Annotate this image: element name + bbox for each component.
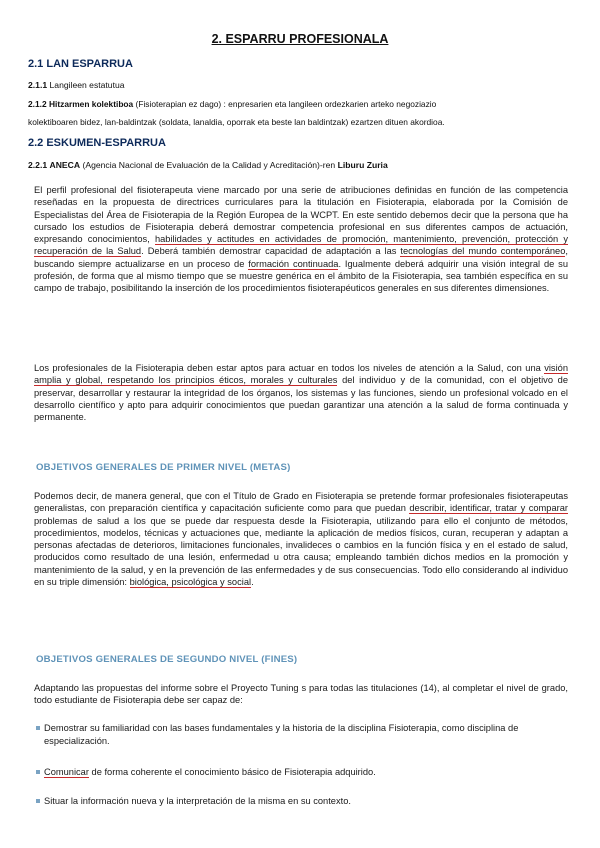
subsection-2-2-1 [28,160,388,170]
subsection-title: Hitzarmen kolektiboa [48,99,134,109]
aneca-full-name: (Agencia Nacional de Evaluación de la Calidad y Acreditación) [82,160,320,170]
aneca-label: ANECA [49,160,81,170]
subsection-2-1-1 [28,80,125,90]
text: Podemos decir, de manera general, que con el Título de Grado en Fisioterapia se pretende formar profesionales fisioterapeutas generalistas, con preparación científica y capacitación suficiente como para que puedan [34,491,568,514]
text: El perfil profesional del fisioterapeuta viene marcado por una serie de atribuciones definidas en función de las competencia reseñadas en la propuesta de directrices curriculares para la titulación en Fisioterapia, elaborada por la Comisión de Especialistas del Área de Fisioterapia de la Región Europea de la WCPT. En este sentido debemos decir que la persona que ha cursado los estudios de Fisioterapia deberá demostrar competencia profesional en sus diferentes campos de actuación, expresando conocimientos, [34,185,568,245]
bullet-icon [36,726,40,730]
subsection-number: 2.1.2 [28,99,47,109]
bullet-icon [36,799,40,803]
text: Demostrar su familiaridad con las bases fundamentales y la historia de la disciplina Fisioterapia, como disciplina de especialización. [44,723,519,746]
bullet-icon [36,770,40,774]
list-item [44,795,564,808]
objectives-second-level-heading: OBJETIVOS GENERALES DE SEGUNDO NIVEL (FINES) [36,654,298,665]
objectives-first-level-heading: OBJETIVOS GENERALES DE PRIMER NIVEL (METAS) [36,462,291,473]
subsection-number: 2.1.1 [28,80,48,90]
subsection-text: (Fisioterapian ez dago) : enpresarien eta langileen ordezkarien arteko negoziazio [135,99,437,109]
paragraph-tuning: Adaptando las propuestas del informe sobre el Proyecto Tuning s para todas las titulaciones (14), al completar el nivel de grado, todo estudiante de Fisioterapia debe ser capaz de: [34,683,568,706]
subsection-number: 2.2.1 [28,160,48,170]
underlined-phrase: formación continuada [248,258,339,269]
text: . [251,577,254,588]
underlined-phrase: Comunicar [44,767,89,777]
text: . Deberá también demostrar capacidad de adaptación a las [141,246,401,257]
text: Los profesionales de la Fisioterapia deben estar aptos para actuar en todos los niveles de atención a la Salud, con una [34,363,545,373]
underlined-phrase: habilidades y actitudes en actividades de promoción, mantenimiento, prevención, protección y recuperación de la Salud [34,234,568,257]
underlined-phrase: describir, identificar, tratar y comparar [409,503,568,514]
underlined-phrase: biológica, psicológica y social [129,577,252,588]
list-item [44,766,564,779]
subsection-text-line2: kolektiboaren bidez, lan-baldintzak (soldata, lanaldia, oporrak eta beste lan baldintzak) ezartzen dituen akordioa. [28,117,445,127]
suffix-ren: -ren [319,160,336,170]
page-title: 2. ESPARRU PROFESIONALA [211,32,389,46]
section-heading-2-1: 2.1 LAN ESPARRUA [28,58,133,70]
text: , buscando siempre actualizarse en un proceso de [34,246,568,269]
text: . Igualmente deberá adquirir una visión integral de su profesión, de forma que al mismo tiempo que se muestre genérica en el ámbito de la Fisioterapia, sea también específica en su campo de trabajo, posibilitando la inserción de los procedimientos fisioterapéuticos generales en sus diferentes dimensiones. [34,258,568,294]
paragraph-general-objectives [34,490,568,588]
text: problemas de salud a los que se puede dar respuesta desde la Fisioterapia, utilizando para ello el conjunto de métodos, procedimientos, modelos, técnicas y actuaciones que, mediante la aplicación de medios físicos, curan, recuperan y adaptan a personas afectadas de deterioros, limitaciones funcionales, invalideces o cambios en la función física y en el estado de salud, producidos como resultado de una lesión, enfermedad u otra causa; empleando también dichos medios en la promoción y mantenimiento de la salud, y en la prevención de las enfermedades y de sus consecuencias. Todo ello considerando al individuo en su triple dimensión: [34,515,568,588]
paragraph-profile [34,184,568,295]
white-book-label: Liburu Zuria [337,160,388,170]
subsection-title: Langileen estatutua [49,80,125,90]
section-heading-2-2: 2.2 ESKUMEN-ESPARRUA [28,137,166,149]
list-item [44,722,564,747]
text: de forma coherente el conocimiento básico de Fisioterapia adquirido. [88,767,376,777]
underlined-phrase: visión amplia y global, respetando los principios éticos, morales y culturales [34,363,568,386]
text: del individuo y de la comunidad, con el objetivo de preservar, desarrollar y restaurar la integridad de los órganos, los sistemas y las funciones, siendo un profesional volcado en el desarrollo científico y apto para adquirir conocimientos que puedan garantizar una atención a la salud de forma continuada y permanente. [34,375,568,423]
text: Situar la información nueva y la interpretación de la misma en su contexto. [44,796,351,806]
underlined-phrase: tecnologías del mundo contemporáneo [400,246,566,257]
paragraph-levels [34,362,568,423]
subsection-2-1-2 [28,95,578,131]
